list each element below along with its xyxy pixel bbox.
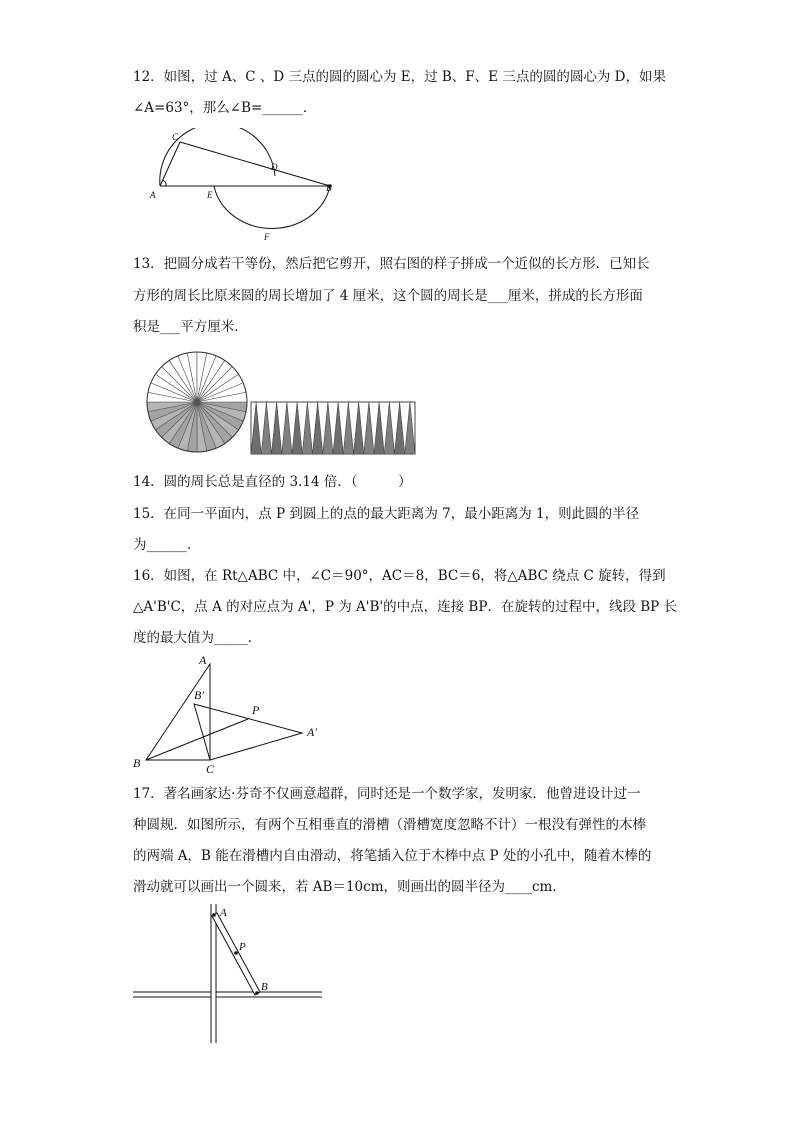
q13-line-2: 方形的周长比原来圆的周长增加了 4 厘米，这个圆的周长是___厘米，拼成的长方形面: [133, 288, 643, 304]
q17-label-a: A: [220, 907, 227, 919]
q17-line-1: 17．著名画家达·芬奇不仅画意超群，同时还是一个数学家，发明家．他曾进设计过一: [133, 786, 641, 802]
q17-point-b: [255, 991, 259, 995]
q16-figure: [128, 650, 338, 780]
q16-line-1: 16．如图，在 Rt△ABC 中，∠C＝90°，AC＝8，BC＝6，将△ABC 绕点 C 旋转，得到: [133, 568, 666, 584]
q17-figure: [130, 900, 330, 1050]
q13-line-1: 13．把圆分成若干等份，然后把它剪开，照右图的样子拼成一个近似的长方形．已知长: [133, 256, 650, 272]
q12-figure: [140, 128, 340, 243]
q12-line-2: ∠A=63°，那么∠B=______．: [133, 100, 317, 116]
q17-line-4: 滑动就可以画出一个圆来，若 AB＝10cm，则画出的圆半径为____cm．: [133, 879, 566, 895]
q16-label-b: B: [133, 756, 141, 770]
q13-figure: [143, 350, 423, 460]
q12-label-d: D: [271, 162, 278, 172]
q12-label-c: C: [172, 132, 179, 142]
q16-line-3: 度的最大值为_____．: [133, 630, 262, 646]
q12-label-f: F: [264, 232, 270, 242]
q16-triangle-abc: [146, 664, 210, 760]
q12-line-1: 12．如图，过 A、C 、D 三点的圆的圆心为 E，过 B、F、E 三点的圆的圆心为 D，如果: [133, 69, 666, 85]
q12-angle-mark-a: [163, 180, 166, 186]
q13-line-3: 积是___平方厘米．: [133, 319, 248, 335]
q15-line-1: 15．在同一平面内，点 P 到圆上的点的最大距离为 7，最小距离为 1，则此圆的半径: [133, 506, 640, 522]
q12-segment-cb: [180, 142, 330, 186]
q12-label-e: E: [207, 190, 213, 200]
q16-label-b-prime: B': [194, 688, 204, 702]
q13-divided-circle: [147, 352, 247, 452]
q16-label-p: P: [252, 703, 260, 717]
q17-point-p: [234, 951, 238, 955]
q17-line-2: 种圆规．如图所示，有两个互相垂直的滑槽（滑槽宽度忽略不计）一根没有弹性的木棒: [133, 817, 646, 833]
q12-label-b: B: [326, 183, 332, 193]
q16-label-a-prime: A': [307, 725, 317, 739]
q17-line-3: 的两端 A，B 能在滑槽内自由滑动，将笔插入位于木棒中点 P 处的小孔中，随着木棒的: [133, 848, 652, 864]
q16-label-a: A: [199, 653, 207, 667]
q17-point-a: [212, 913, 216, 917]
q14-line-1: 14．圆的周长总是直径的 3.14 倍．（ ）: [133, 474, 412, 490]
q12-label-a: A: [150, 190, 156, 200]
q15-line-2: 为______．: [133, 537, 201, 553]
q16-label-c: C: [206, 762, 215, 776]
q16-line-2: △A'B'C，点 A 的对应点为 A'，P 为 A'B'的中点，连接 BP．在旋转的过程中，线段 BP 长: [133, 599, 678, 615]
q17-label-p: P: [239, 941, 246, 953]
q12-arc-ebf: [214, 186, 330, 228]
q17-label-b: B: [261, 981, 268, 993]
